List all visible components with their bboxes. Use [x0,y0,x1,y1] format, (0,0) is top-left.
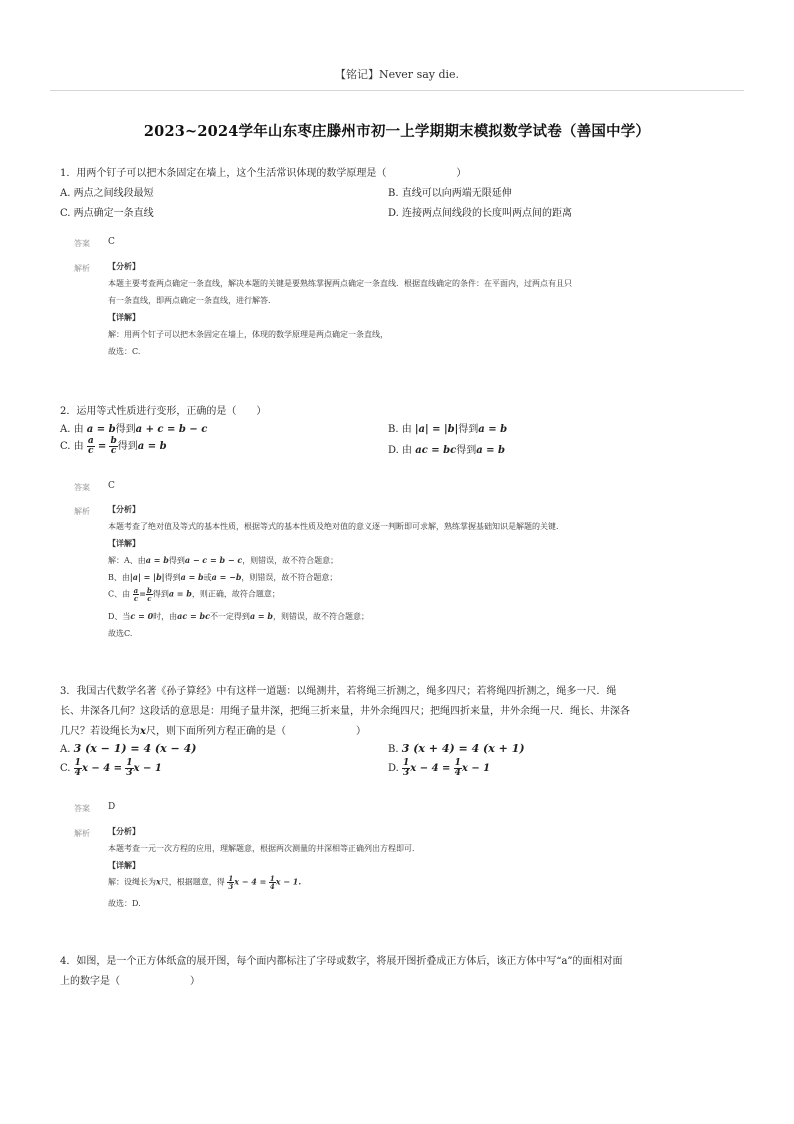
q1-detail-line: 故选：C. [108,347,141,356]
q3-stem-line: 几尺？若设绳长为x尺，则下面所列方程正确的是（ ） [60,726,366,737]
q4-stem-line: 上的数字是（ ） [60,976,200,987]
q1-analysis-line: 有一条直线，即两点确定一条直线，进行解答． [108,296,276,305]
q2-option-c: C. 由 $\frac{a}{c}$ = $\frac{b}{c}$ 得到a = b [60,436,167,456]
q1-option-c: C. 两点确定一条直线 [60,208,154,219]
q3-answer: D [108,802,116,812]
header-motto: 【铭记】Never say die. [334,68,460,81]
q2-detail-line-a: 解：A、由a = b得到a − c = b − c，则错误，故不符合题意； [108,555,339,565]
q1-analysis-label: 解析 [74,264,90,273]
q2-detail-line-b: B、由|a| = |b|得到a = b或a = −b，则错误，故不符合题意； [108,572,338,582]
q2-option-d: D. 由 ac = bc得到a = b [388,445,506,456]
q2-detail-line-d: D、当c = 0时，由ac = bc不一定得到a = b，则错误，故不符合题意； [108,611,369,621]
q2-analysis-label: 解析 [74,507,90,516]
q1-answer-label: 答案 [74,239,90,248]
q1-option-b: B. 直线可以向两端无限延伸 [388,188,512,199]
q3-analysis-line: 本题考查一元一次方程的应用，理解题意，根据两次测量的井深相等正确列出方程即可． [108,844,420,853]
q1-detail-tag: 【详解】 [108,312,140,322]
q1-answer: C [108,237,115,247]
q2-analysis-line: 本题考查了绝对值及等式的基本性质，根据等式的基本性质及绝对值的意义逐一判断即可求解，熟练掌握基础知识是解题的关键． [108,522,564,531]
q3-answer-label: 答案 [74,804,90,813]
q1-stem: 1．用两个钉子可以把木条固定在墙上，这个生活常识体现的数学原理是（ ） [60,168,467,179]
q3-detail-tag: 【详解】 [108,860,140,870]
q2-option-b: B. 由 |a| = |b|得到a = b [388,424,508,435]
q1-analysis-tag: 【分析】 [108,261,140,271]
q1-analysis-line: 本题主要考查两点确定一条直线，解决本题的关键是要熟练掌握两点确定一条直线．根据直线确定的条件：在平面内，过两点有且只 [108,279,572,288]
q1-detail-line: 解：用两个钉子可以把木条固定在墙上，体现的数学原理是两点确定一条直线， [108,330,388,339]
q2-option-a: A. 由 a = b得到a + c = b − c [60,424,208,435]
q3-option-c: C. $\frac{1}{4}$ x − 4 = $\frac{1}{3}$ x − 1 [60,758,162,778]
header-divider [50,90,744,91]
q3-stem-line: 3．我国古代数学名著《孙子算经》中有这样一道题：以绳测井，若将绳三折测之，绳多四尺；若将绳四折测之，绳多一尺．绳 [60,686,617,697]
q3-detail-line: 解：设绳长为x尺，根据题意，得 $\frac{1}{3}$ x − 4 = $\frac{1}{4}$ x − 1. [108,874,302,891]
page-title: 2023~2024学年山东枣庄滕州市初一上学期期末模拟数学试卷（善国中学） [143,123,651,140]
q2-stem: 2．运用等式性质进行变形，正确的是（ ） [60,406,267,417]
q3-detail-end: 故选：D. [108,899,141,908]
q3-analysis-label: 解析 [74,829,90,838]
q2-analysis-tag: 【分析】 [108,504,140,514]
q3-option-b: B. 3 (x + 4) = 4 (x + 1) [388,742,525,755]
q2-detail-tag: 【详解】 [108,538,140,548]
q3-option-a: A. 3 (x − 1) = 4 (x − 4) [60,742,197,755]
q2-answer: C [108,481,115,491]
q4-stem-line: 4．如图，是一个正方体纸盒的展开图，每个面内都标注了字母或数字，将展开图折叠成正方体后，该正方体中写“a”的面相对面 [60,956,623,967]
q1-option-a: A. 两点之间线段最短 [60,188,154,199]
q3-option-d: D. $\frac{1}{3}$ x − 4 = $\frac{1}{4}$ x − 1 [388,758,491,778]
q3-analysis-tag: 【分析】 [108,826,140,836]
q2-answer-label: 答案 [74,483,90,492]
q2-detail-line-c: C、由 $\frac{a}{c}$ = $\frac{b}{c}$ 得到a = b，则正确，故符合题意； [108,586,280,603]
q2-detail-end: 故选C. [108,629,133,638]
q1-option-d: D. 连接两点间线段的长度叫两点间的距离 [388,208,573,219]
q3-stem-line: 长、井深各几何？这段话的意思是：用绳子量井深，把绳三折来量，井外余绳四尺；把绳四折来量，井外余绳一尺．绳长、井深各 [60,706,630,717]
